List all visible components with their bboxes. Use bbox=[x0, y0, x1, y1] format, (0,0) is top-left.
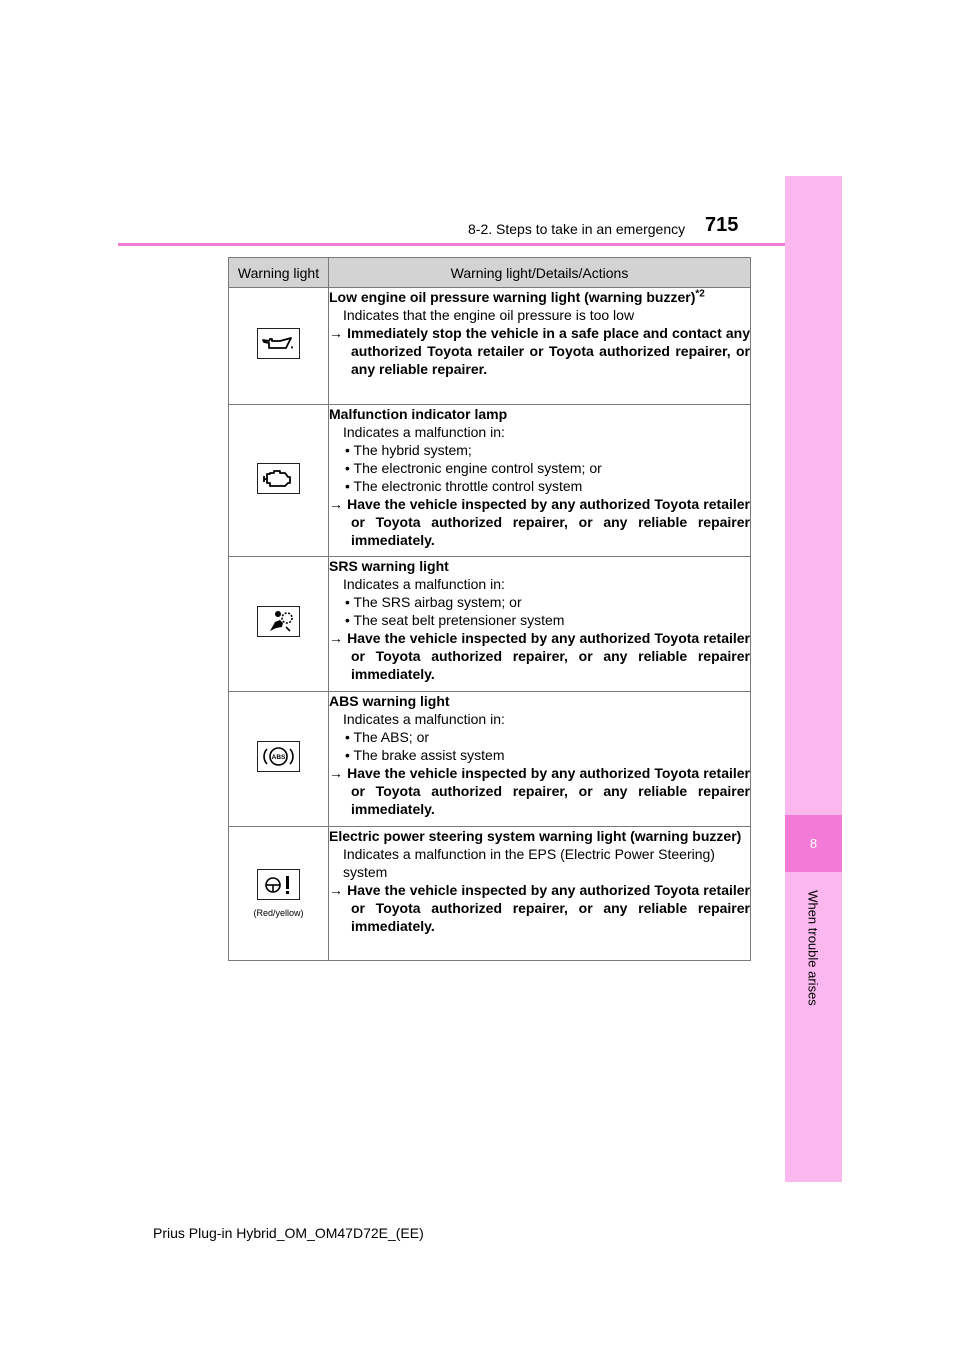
warning-title: Electric power steering system warning light (warning buzzer) bbox=[329, 828, 742, 844]
table-row bbox=[229, 557, 751, 692]
description-cell bbox=[329, 827, 751, 961]
table-header-row bbox=[229, 258, 751, 288]
warning-action: → Immediately stop the vehicle in a safe place and contact any authorized Toyota retailer or Toyota authorized repairer, or any reliable repairer. bbox=[329, 325, 750, 377]
warning-title: ABS warning light bbox=[329, 693, 450, 709]
engine-icon bbox=[257, 463, 300, 494]
table-row bbox=[229, 827, 751, 961]
icon-caption: (Red/yellow) bbox=[253, 908, 304, 918]
icon-cell bbox=[229, 692, 329, 827]
section-title: 8-2. Steps to take in an emergency bbox=[468, 221, 686, 237]
column-header-details: Warning light/Details/Actions bbox=[329, 258, 751, 288]
list-item: • The hybrid system; bbox=[345, 442, 472, 458]
warning-action: → Have the vehicle inspected by any authorized Toyota retailer or Toyota authorized repairer, or any reliable repairer immediately. bbox=[329, 630, 750, 682]
warning-action: → Have the vehicle inspected by any authorized Toyota retailer or Toyota authorized repairer, or any reliable repairer immediately. bbox=[329, 496, 750, 548]
warning-detail: Indicates a malfunction in the EPS (Electric Power Steering) system bbox=[343, 846, 715, 880]
warning-title: Malfunction indicator lamp bbox=[329, 406, 508, 422]
icon-cell bbox=[229, 557, 329, 692]
table-row bbox=[229, 692, 751, 827]
steering-wheel-warning-icon bbox=[257, 869, 300, 900]
warning-title: SRS warning light bbox=[329, 558, 449, 574]
airbag-icon bbox=[257, 606, 300, 637]
warning-title: Low engine oil pressure warning light (warning buzzer)$^{*2}$ bbox=[329, 288, 705, 305]
list-item: • The ABS; or bbox=[345, 729, 430, 745]
icon-cell bbox=[229, 827, 329, 961]
warning-detail: Indicates a malfunction in: bbox=[343, 576, 505, 592]
abs-icon bbox=[257, 741, 300, 772]
icon-cell bbox=[229, 405, 329, 557]
chapter-number-box bbox=[785, 815, 842, 872]
description-cell bbox=[329, 288, 751, 405]
list-item: • The brake assist system bbox=[345, 747, 505, 763]
table-row bbox=[229, 288, 751, 405]
list-item: • The seat belt pretensioner system bbox=[345, 612, 565, 628]
warning-light-table bbox=[228, 257, 751, 961]
oil-can-icon bbox=[257, 328, 300, 359]
table-row bbox=[229, 405, 751, 557]
footer-document-id: Prius Plug-in Hybrid_OM_OM47D72E_(EE) bbox=[153, 1225, 424, 1241]
chapter-side-tab bbox=[785, 176, 842, 1182]
warning-detail: Indicates a malfunction in: bbox=[343, 424, 505, 440]
header-rule bbox=[118, 243, 841, 246]
warning-action: → Have the vehicle inspected by any authorized Toyota retailer or Toyota authorized repairer, or any reliable repairer immediately. bbox=[329, 765, 750, 817]
chapter-label: When trouble arises bbox=[805, 890, 821, 1006]
list-item: • The electronic engine control system; or bbox=[345, 460, 602, 476]
description-cell bbox=[329, 692, 751, 827]
list-item: • The electronic throttle control system bbox=[345, 478, 583, 494]
warning-action: → Have the vehicle inspected by any authorized Toyota retailer or Toyota authorized repairer, or any reliable repairer immediately. bbox=[329, 882, 750, 934]
description-cell bbox=[329, 405, 751, 557]
abs-icon-text: ABS bbox=[271, 754, 286, 761]
description-cell bbox=[329, 557, 751, 692]
warning-detail: Indicates that the engine oil pressure is too low bbox=[343, 307, 635, 323]
column-header-warning-light: Warning light bbox=[229, 258, 329, 288]
list-item: • The SRS airbag system; or bbox=[345, 594, 522, 610]
warning-detail: Indicates a malfunction in: bbox=[343, 711, 505, 727]
page-number: 715 bbox=[705, 214, 739, 236]
icon-cell bbox=[229, 288, 329, 405]
chapter-number: 8 bbox=[809, 836, 818, 851]
